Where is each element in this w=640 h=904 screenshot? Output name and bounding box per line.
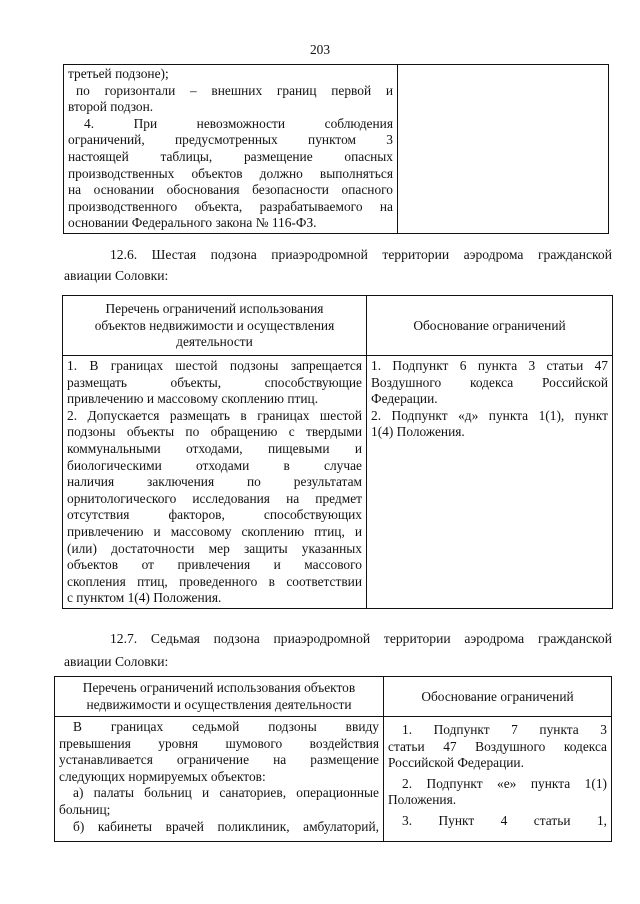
- text-line: биологическими отходами в случае: [67, 457, 362, 473]
- justification-cell: [384, 717, 612, 842]
- text-line: 2. Подпункт «е» пункта 1(1): [402, 775, 607, 791]
- text-line: 3. Пункт 4 статьи 1,: [402, 812, 607, 828]
- text-line: 1. Подпункт 7 пункта 3: [402, 722, 607, 737]
- text-line: третьей подзоне);: [68, 66, 169, 81]
- restrictions-cell: [55, 717, 384, 842]
- text-line: В границах седьмой подзоны ввиду: [73, 719, 379, 734]
- text-line: привлечению и массовому скоплению птиц.: [67, 391, 319, 407]
- text-line: коммунальными отходами, пищевыми и: [67, 440, 362, 456]
- text-line: привлечению и массовому скоплению птиц, и: [67, 523, 362, 539]
- restrictions-cell: [64, 65, 398, 234]
- text-line: статьи 47 Воздушного кодекса: [388, 738, 607, 754]
- text-line: следующих нормируемых объектов:: [59, 768, 266, 784]
- table-subzone-6: [62, 295, 613, 609]
- table-row: [55, 717, 612, 842]
- text-line: объектов от привлечения и массового: [67, 557, 362, 573]
- table-subzone-7: [54, 676, 612, 842]
- section-heading-line: 12.6. Шестая подзона приаэродромной территории аэродрома гражданской: [110, 247, 612, 262]
- column-header-justification: Обоснование ограничений: [367, 296, 613, 356]
- column-header-restrictions: [55, 677, 384, 717]
- page-number: 203: [309, 42, 331, 57]
- section-heading-line: авиации Соловки:: [64, 654, 169, 669]
- table-header-row: [63, 296, 613, 356]
- text-line: на основании обоснования безопасности опасного: [68, 182, 393, 198]
- justification-cell: [398, 65, 609, 234]
- text-line: Воздушного кодекса Российской: [371, 374, 608, 390]
- text-line: Российской Федерации.: [388, 755, 524, 771]
- text-line: устанавливается ограничение на размещение: [59, 752, 379, 768]
- text-line: 1(4) Положения.: [371, 424, 465, 440]
- header-line: Перечень ограничений использования: [105, 301, 324, 317]
- section-12-7: [66, 628, 612, 672]
- header-line: недвижимости и осуществления деятельности: [86, 697, 352, 712]
- table-row: [64, 65, 609, 234]
- text-line: ограничений, предусмотренных пунктом 3: [68, 132, 393, 148]
- text-line: 4. При невозможности соблюдения: [84, 115, 393, 131]
- text-line: 2. Подпункт «д» пункта 1(1), пункт: [371, 407, 608, 423]
- text-line: отсутствия факторов, способствующих: [67, 507, 362, 523]
- text-line: с пунктом 1(4) Положения.: [67, 590, 222, 606]
- header-line: объектов недвижимости и осуществления: [94, 317, 335, 333]
- text-line: наличия заключения по результатам: [67, 474, 362, 490]
- text-line: основании Федерального закона № 116-ФЗ.: [68, 215, 317, 231]
- text-line: производственного объекта, разрабатываемого на: [68, 198, 393, 214]
- text-line: Положения.: [388, 792, 457, 808]
- text-line: производственных объектов должно выполняться: [68, 165, 393, 181]
- column-header-restrictions: [63, 296, 367, 356]
- text-line: больниц;: [59, 801, 111, 817]
- text-line: подзоны объекты по обращению с твердыми: [67, 424, 362, 440]
- section-heading-line: авиации Соловки:: [64, 268, 169, 283]
- text-line: 1. Подпункт 6 пункта 3 статьи 47: [371, 358, 608, 373]
- text-line: а) палаты больниц и санаториев, операционные: [73, 785, 379, 801]
- text-line: Федерации.: [371, 391, 438, 407]
- text-line: (или) достаточности мер защиты указанных: [67, 540, 362, 556]
- text-line: второй подзон.: [68, 99, 154, 115]
- justification-cell: [367, 356, 613, 609]
- text-line: скопления птиц, проведенного в соответствии: [67, 573, 362, 589]
- section-12-6: [66, 244, 612, 286]
- header-line: Перечень ограничений использования объектов: [82, 680, 356, 696]
- restrictions-cell: [63, 356, 367, 609]
- text-line: 1. В границах шестой подзоны запрещается: [67, 358, 362, 373]
- header-line: деятельности: [176, 334, 253, 350]
- column-header-justification: Обоснование ограничений: [384, 677, 612, 717]
- text-line: превышения уровня шумового воздействия: [59, 735, 379, 751]
- table-continuation: [63, 64, 609, 234]
- section-heading-line: 12.7. Седьмая подзона приаэродромной территории аэродрома гражданской: [110, 631, 612, 646]
- text-line: по горизонтали – внешних границ первой и: [76, 82, 393, 98]
- text-line: настоящей таблицы, размещение опасных: [68, 148, 393, 164]
- text-line: размещать объекты, способствующие: [67, 374, 362, 390]
- table-row: [63, 356, 613, 609]
- text-line: 2. Допускается размещать в границах шестой: [67, 407, 362, 423]
- text-line: орнитологического исследования на предмет: [67, 490, 362, 506]
- text-line: б) кабинеты врачей поликлиник, амбулаторий,: [73, 818, 379, 834]
- table-header-row: [55, 677, 612, 717]
